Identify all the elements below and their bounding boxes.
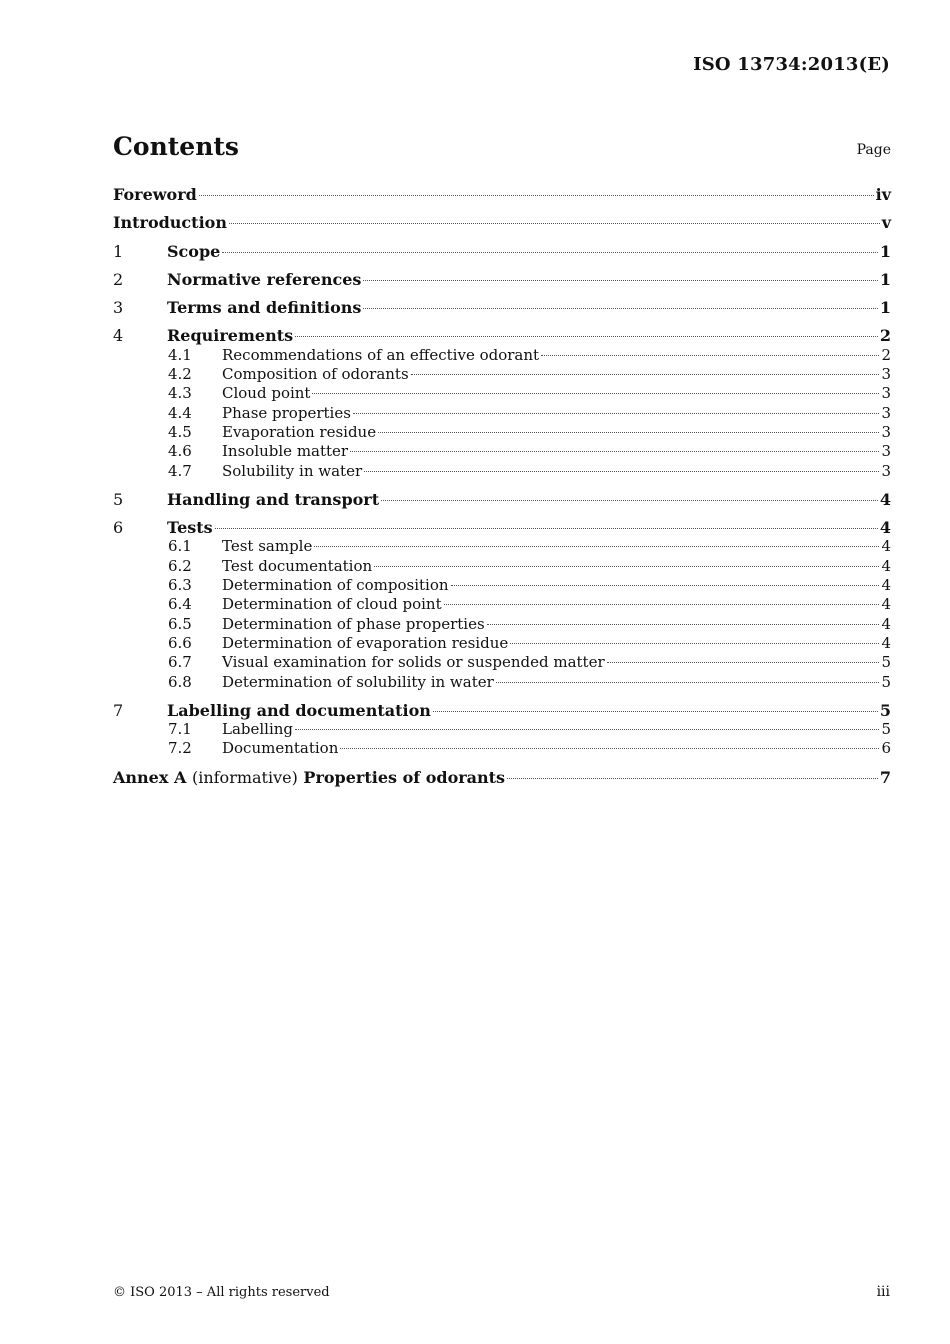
- toc-subentry[interactable]: [113, 673, 891, 692]
- dot-leader: [444, 604, 880, 605]
- toc-entry-number: 1: [113, 241, 124, 261]
- dot-leader: [363, 308, 877, 309]
- toc-entry-label: Labelling and documentation: [167, 700, 431, 720]
- toc-entry-label: Visual examination for solids or suspended matter: [222, 653, 605, 672]
- toc-entry-number: 7.2: [168, 739, 192, 758]
- dot-leader: [378, 432, 879, 433]
- dot-leader: [312, 393, 879, 394]
- document-id: ISO 13734:2013(E): [693, 54, 890, 75]
- toc-subentry[interactable]: [113, 346, 891, 365]
- toc-entry-page: v: [881, 213, 891, 233]
- toc-entry-label: Foreword: [113, 185, 197, 204]
- toc-entry-number: 6: [113, 518, 124, 538]
- dot-leader: [541, 355, 879, 356]
- toc-entry-label: Determination of composition: [222, 576, 449, 595]
- toc-entry-number: 4.3: [168, 384, 192, 403]
- toc-entry-label: Normative references: [167, 269, 362, 289]
- toc-entry-label: Scope: [167, 241, 221, 261]
- toc-entry-label: Determination of solubility in water: [222, 672, 494, 691]
- dot-leader: [507, 778, 878, 779]
- toc-entry-label: Terms and definitions: [167, 298, 362, 318]
- dot-leader: [350, 451, 879, 452]
- toc-entry-label: Phase properties: [222, 403, 351, 422]
- toc-subentry[interactable]: [113, 615, 891, 634]
- annex-label-group: [113, 768, 505, 787]
- dot-leader: [363, 280, 877, 281]
- toc-entry-page: 5: [881, 720, 891, 739]
- toc-entry-number: 5: [113, 489, 124, 509]
- toc-entry-number: 4.2: [168, 365, 192, 384]
- toc-entry-page: 6: [881, 739, 891, 758]
- toc-subentry[interactable]: [113, 442, 891, 461]
- toc-entry-number: 2: [113, 269, 124, 289]
- annex-qualifier: (informative): [191, 767, 298, 787]
- toc-entry-number: 6.7: [168, 653, 192, 672]
- toc-entry-number: 6.5: [168, 614, 192, 633]
- dot-leader: [374, 566, 879, 567]
- toc-entry[interactable]: [113, 242, 891, 261]
- toc-entry-label: Evaporation residue: [222, 422, 377, 441]
- copyright-notice: © ISO 2013 – All rights reserved: [113, 1285, 330, 1300]
- dot-leader: [381, 500, 878, 501]
- toc-entry-number: 4.7: [168, 461, 192, 480]
- toc-entry-label: Handling and transport: [167, 489, 380, 509]
- dot-leader: [411, 374, 880, 375]
- contents-header: [113, 132, 891, 166]
- toc-entry-page: iv: [875, 185, 891, 204]
- toc-entry[interactable]: [113, 326, 891, 345]
- contents-title: Contents: [113, 132, 240, 161]
- toc-entry-page: 4: [881, 614, 891, 633]
- toc-entry-page: 4: [881, 576, 891, 595]
- toc-subentry[interactable]: [113, 462, 891, 481]
- dot-leader: [295, 336, 878, 337]
- toc-entry-page: 3: [881, 461, 891, 480]
- toc-subentry[interactable]: [113, 557, 891, 576]
- toc-entry-label: Determination of cloud point: [222, 595, 442, 614]
- dot-leader: [215, 528, 878, 529]
- toc-entry-page: 4: [879, 518, 891, 538]
- dot-leader: [295, 729, 879, 730]
- toc-entry-number: 4.5: [168, 422, 192, 441]
- dot-leader: [487, 624, 880, 625]
- toc-subentry[interactable]: [113, 423, 891, 442]
- toc-subentry[interactable]: [113, 653, 891, 672]
- toc-entry-page: 4: [881, 537, 891, 556]
- toc-entry-page: 1: [879, 241, 891, 261]
- dot-leader: [353, 413, 880, 414]
- toc-entry-page: 1: [879, 298, 891, 318]
- toc-subentry[interactable]: [113, 537, 891, 556]
- toc-entry-annex[interactable]: [113, 768, 891, 787]
- toc-entry-label: Labelling: [222, 720, 294, 739]
- toc-entry[interactable]: [113, 213, 891, 232]
- toc-entry-page: 3: [881, 384, 891, 403]
- toc-subentry[interactable]: [113, 739, 891, 758]
- toc-entry-label: Solubility in water: [222, 461, 363, 480]
- toc-entry-number: 6.3: [168, 576, 192, 595]
- toc-entry-label: Documentation: [222, 739, 339, 758]
- toc-entry-page: 3: [881, 422, 891, 441]
- toc-entry-page: 2: [879, 326, 891, 346]
- dot-leader: [199, 195, 874, 196]
- toc-subentry[interactable]: [113, 365, 891, 384]
- toc-entry-number: 7: [113, 700, 124, 720]
- toc-entry-label: Test documentation: [222, 556, 373, 575]
- toc-entry-page: 3: [881, 403, 891, 422]
- toc-entry[interactable]: [113, 701, 891, 720]
- toc-entry-label: Insoluble matter: [222, 442, 349, 461]
- dot-leader: [340, 748, 879, 749]
- toc-entry-label: Introduction: [113, 213, 227, 233]
- toc-entry[interactable]: [113, 490, 891, 509]
- toc-subentry[interactable]: [113, 720, 891, 739]
- toc-entry-label: Test sample: [222, 537, 313, 556]
- toc-entry-page: 4: [881, 595, 891, 614]
- toc-entry-label: Recommendations of an effective odorant: [222, 345, 540, 364]
- dot-leader: [222, 252, 878, 253]
- toc-entry-page: 1: [879, 269, 891, 289]
- toc-entry-number: 3: [113, 298, 124, 318]
- toc-entry-page: 4: [881, 633, 891, 652]
- toc-entry-number: 6.2: [168, 556, 192, 575]
- toc-entry-label: Determination of phase properties: [222, 614, 485, 633]
- dot-leader: [433, 711, 878, 712]
- dot-leader: [496, 682, 880, 683]
- dot-leader: [314, 546, 879, 547]
- toc-entry-number: 6.1: [168, 537, 192, 556]
- toc-subentry[interactable]: [113, 595, 891, 614]
- toc-entry-label: Composition of odorants: [222, 365, 409, 384]
- toc-entry-label: Requirements: [167, 326, 294, 346]
- toc-entry-page: 5: [881, 653, 891, 672]
- toc-entry-number: 6.8: [168, 672, 192, 691]
- toc-entry-page: 7: [879, 767, 891, 787]
- toc-subentry[interactable]: [113, 576, 891, 595]
- toc-entry-page: 4: [879, 489, 891, 509]
- toc-subentry[interactable]: [113, 384, 891, 403]
- page-column-label: Page: [856, 142, 891, 158]
- dot-leader: [607, 662, 880, 663]
- toc-entry-page: 5: [881, 672, 891, 691]
- toc-subentry[interactable]: [113, 404, 891, 423]
- toc-entry[interactable]: [113, 185, 891, 204]
- table-of-contents: [113, 185, 891, 787]
- toc-entry-number: 7.1: [168, 720, 192, 739]
- toc-entry-page: 2: [881, 345, 891, 364]
- annex-title: Properties of odorants: [303, 767, 506, 787]
- dot-leader: [451, 585, 880, 586]
- toc-entry[interactable]: [113, 270, 891, 289]
- toc-entry-number: 4.4: [168, 403, 192, 422]
- toc-entry-label: Cloud point: [222, 384, 311, 403]
- toc-entry-page: 5: [879, 700, 891, 720]
- toc-entry-number: 6.6: [168, 633, 192, 652]
- toc-entry-page: 3: [881, 365, 891, 384]
- dot-leader: [229, 223, 880, 224]
- toc-entry-number: 4.6: [168, 442, 192, 461]
- toc-entry-number: 6.4: [168, 595, 192, 614]
- page-number: iii: [876, 1284, 890, 1300]
- toc-entry-label: Determination of evaporation residue: [222, 633, 509, 652]
- toc-entry-label: Tests: [167, 518, 213, 538]
- dot-leader: [510, 643, 879, 644]
- annex-prefix: Annex A: [113, 767, 187, 787]
- toc-entry-number: 4.1: [168, 345, 192, 364]
- toc-entry-page: 4: [881, 556, 891, 575]
- toc-subentry[interactable]: [113, 634, 891, 653]
- toc-entry-page: 3: [881, 442, 891, 461]
- toc-entry-number: 4: [113, 326, 124, 346]
- toc-entry[interactable]: [113, 298, 891, 317]
- toc-entry[interactable]: [113, 518, 891, 537]
- dot-leader: [364, 471, 879, 472]
